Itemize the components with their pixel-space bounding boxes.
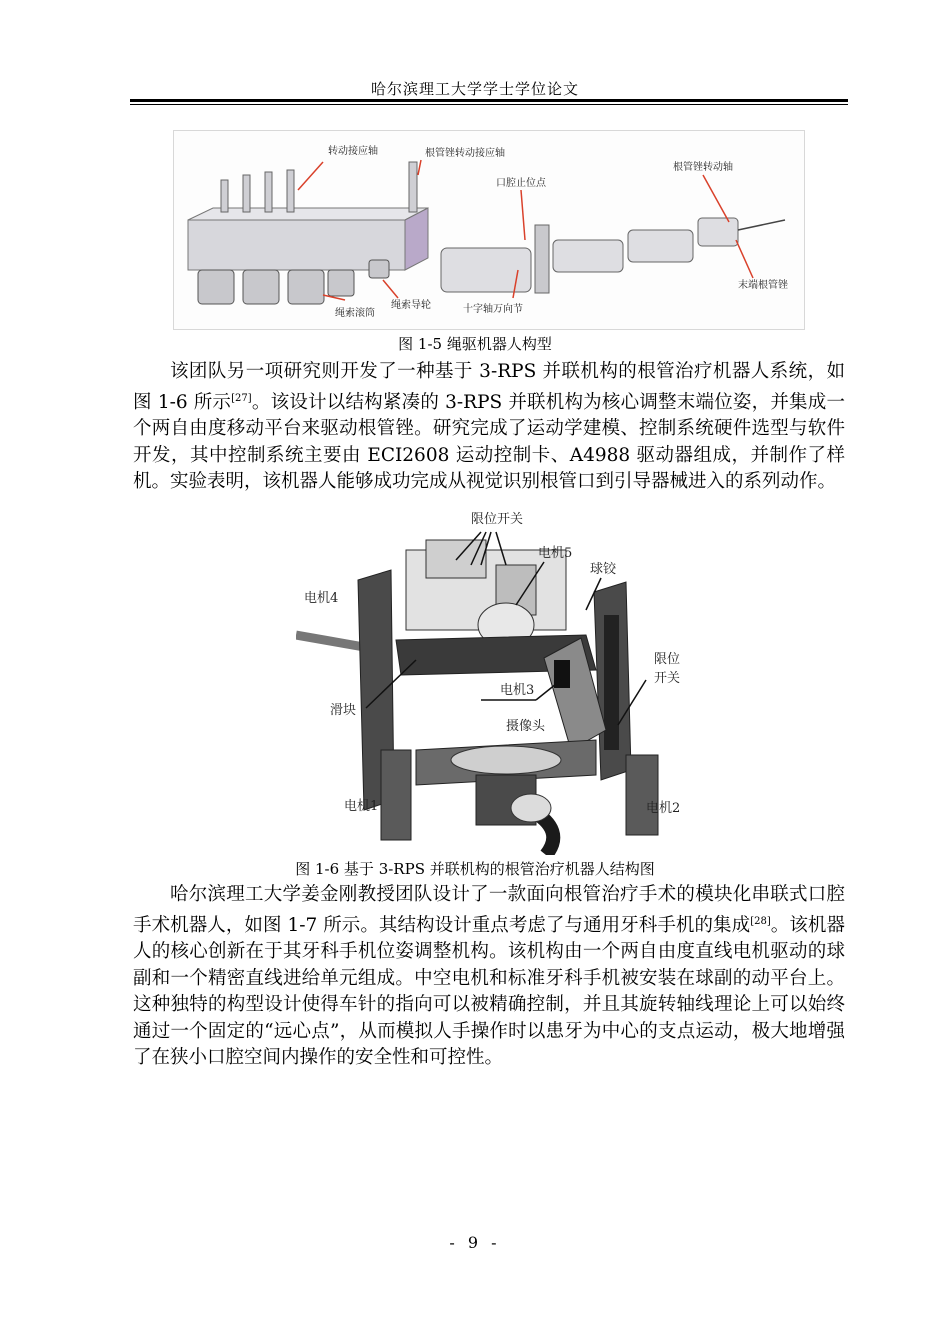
header-rule-thick <box>130 99 848 102</box>
label-slider: 滑块 <box>330 703 357 718</box>
paragraph-modular-robot: 哈尔滨理工大学姜金刚教授团队设计了一款面向根管治疗手术的模块化串联式口腔手术机器人，如图 1-7 所示。其结构设计重点考虑了与通用牙科手机的集成[28]。该机器人的核心创新在于其牙科手机位姿调整机构。该机构由一个两自由度直线电机驱动的球副和一个精密直线进给单元组成。中空电机和标准牙科手机被安装在球副的动平台上。这种独特的构型设计使得车针的指向可以被精确控制，并且其旋转轴线理论上可以始终通过一个固定的“远心点”，从而模拟人手操作时以患牙为中心的支点运动，极大地增强了在狭小口腔空间内操作的安全性和可控性。 <box>133 884 845 1069</box>
label-rotate-shaft: 转动接应轴 <box>328 146 378 157</box>
citation-27: [27] <box>231 392 252 404</box>
figure-1-5-caption: 图 1-5 绳驱机器人构型 <box>398 335 552 353</box>
running-header: 哈尔滨理工大学学士学位论文 <box>370 80 579 98</box>
label-end-file: 末端根管锉 <box>738 280 788 291</box>
label-root-canal-rotate-shaft: 根管锉转动接应轴 <box>425 148 505 159</box>
label-ball-joint: 球铰 <box>590 562 617 577</box>
figure-1-6-illustration <box>296 510 696 855</box>
label-cross-joint: 十字轴万向节 <box>463 304 523 315</box>
label-root-file-rotate-shaft: 根管锉转动轴 <box>673 162 733 173</box>
label-motor4: 电机4 <box>304 591 339 606</box>
label-mouth-stop: 口腔止位点 <box>496 178 546 189</box>
header-rule-thin <box>130 104 848 105</box>
figure-rope-driven-robot <box>173 130 805 330</box>
label-motor3: 电机3 <box>500 683 535 698</box>
figure-1-5-illustration <box>173 130 805 330</box>
label-limit-switch-right-1: 限位 <box>654 652 681 667</box>
label-rope-guide: 绳索导轮 <box>391 300 431 311</box>
label-motor5: 电机5 <box>538 546 573 561</box>
paragraph-3rps-study: 该团队另一项研究则开发了一种基于 3-RPS 并联机构的根管治疗机器人系统，如图 1-6 所示[27]。该设计以结构紧凑的 3-RPS 并联机构为核心调整末端位姿，并集成一个两自由度移动平台来驱动根管锉。研究完成了运动学建模、控制系统硬件选型与软件开发，其中控制系统主要由 ECI2608 运动控制卡、A4988 驱动器组成，并制作了样机。实验表明，该机器人能够成功完成从视觉识别根管口到引导器械进入的系列动作。 <box>133 361 845 493</box>
figure-3rps-robot <box>296 510 696 855</box>
label-motor1: 电机1 <box>344 799 379 814</box>
label-motor2: 电机2 <box>646 801 681 816</box>
figure-1-6-caption: 图 1-6 基于 3-RPS 并联机构的根管治疗机器人结构图 <box>295 860 655 878</box>
label-limit-switch-right-2: 开关 <box>654 671 681 686</box>
label-camera: 摄像头 <box>506 719 546 734</box>
label-limit-switch-top: 限位开关 <box>471 512 524 527</box>
label-rope-drum: 绳索滚筒 <box>335 308 375 319</box>
page-number: - 9 - <box>449 1233 501 1252</box>
citation-28: [28] <box>750 915 771 927</box>
